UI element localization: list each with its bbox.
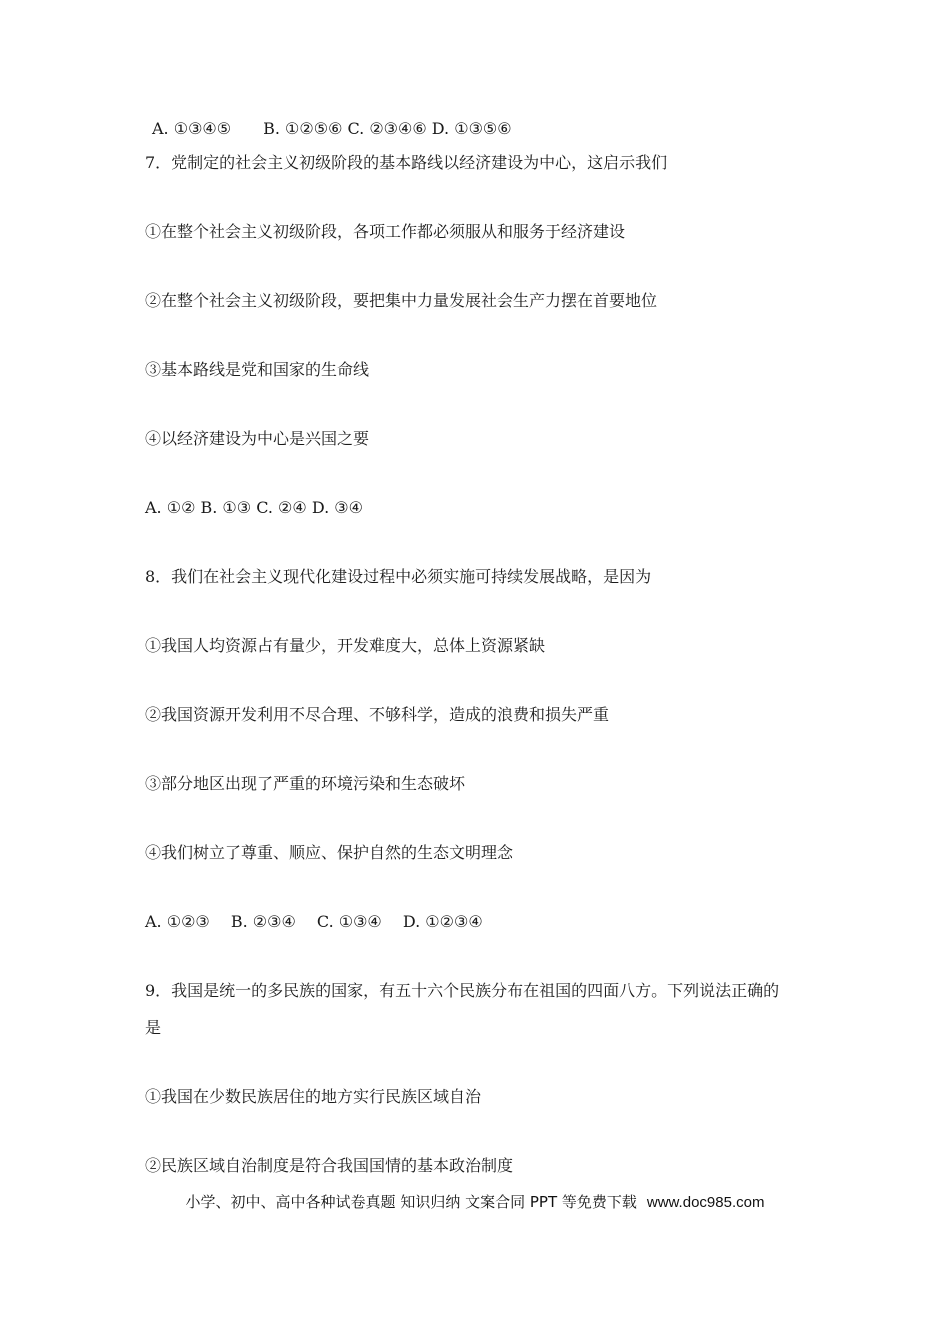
q8-statement-4: ④我们树立了尊重、顺应、保护自然的生态文明理念 bbox=[145, 843, 514, 862]
q9-stem: 9．我国是统一的多民族的国家，有五十六个民族分布在祖国的四面八方。下列说法正确的 bbox=[145, 981, 780, 1000]
q7-statement-2: ②在整个社会主义初级阶段，要把集中力量发展社会生产力摆在首要地位 bbox=[145, 291, 658, 310]
q8-statement-1: ①我国人均资源占有量少，开发难度大，总体上资源紧缺 bbox=[145, 636, 546, 655]
q8-options: A. ①②③ B. ②③④ C. ①③④ D. ①②③④ bbox=[145, 912, 483, 931]
q7-statement-1: ①在整个社会主义初级阶段，各项工作都必须服从和服务于经济建设 bbox=[145, 222, 626, 241]
q8-stem: 8．我们在社会主义现代化建设过程中必须实施可持续发展战略，是因为 bbox=[145, 567, 652, 586]
q8-statement-3: ③部分地区出现了严重的环境污染和生态破坏 bbox=[145, 774, 466, 793]
q7-stem: 7．党制定的社会主义初级阶段的基本路线以经济建设为中心，这启示我们 bbox=[145, 153, 668, 172]
q9-statement-1: ①我国在少数民族居住的地方实行民族区域自治 bbox=[145, 1087, 482, 1106]
page-footer bbox=[0, 1191, 950, 1212]
q8-statement-2: ②我国资源开发利用不尽合理、不够科学，造成的浪费和损失严重 bbox=[145, 705, 610, 724]
q9-statement-2: ②民族区域自治制度是符合我国国情的基本政治制度 bbox=[145, 1156, 514, 1175]
q7-options: A. ①② B. ①③ C. ②④ D. ③④ bbox=[145, 498, 363, 517]
q7-statement-3: ③基本路线是党和国家的生命线 bbox=[145, 360, 370, 379]
footer-site-link[interactable]: www.doc985.com bbox=[646, 1194, 765, 1211]
q9-stem-continued: 是 bbox=[145, 1018, 162, 1037]
q7-statement-4: ④以经济建设为中心是兴国之要 bbox=[145, 429, 370, 448]
q6-options: A. ①③④⑤ B. ①②⑤⑥ C. ②③④⑥ D. ①③⑤⑥ bbox=[152, 119, 512, 138]
footer-text: 小学、初中、高中各种试卷真题 知识归纳 文案合同 PPT 等免费下载 bbox=[185, 1193, 637, 1211]
